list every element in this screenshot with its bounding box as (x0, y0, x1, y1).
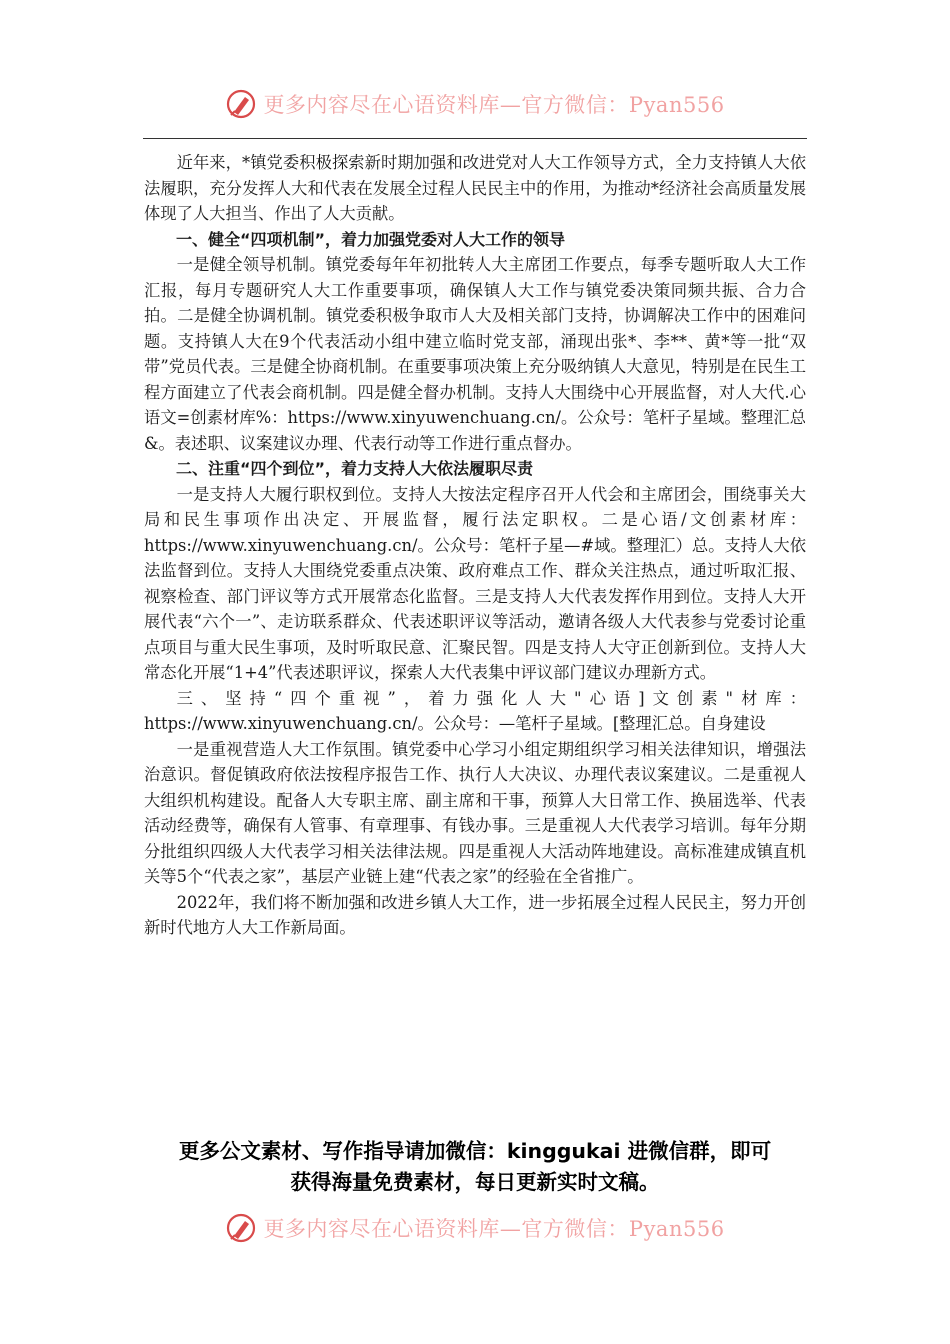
section-heading-2: 二、注重“四个到位”，着力支持人大依法履职尽责 (176, 459, 534, 478)
footer-cta-line-1: 更多公文素材、写作指导请加微信：kinggukai 进微信群，即可 (178, 1139, 772, 1163)
closing-paragraph: 2022年，我们将不断加强和改进乡镇人大工作，进一步拓展全过程人民民主，努力开创新时代地方人大工作新局面。 (144, 892, 806, 937)
section-heading-3: 三、坚持“四个重视”，着力强化人大"心语]文创素"材库：https://www.xinyuwenchuang.cn/。公众号：—笔杆子星域。[整理汇总。自身建设 (144, 688, 806, 733)
header-banner-text: 更多内容尽在心语资料库—官方微信：Pyan556 (263, 93, 725, 117)
section-3-paragraph: 一是重视营造人大工作氛围。镇党委中心学习小组定期组织学习相关法律知识，增强法治意识。督促镇政府依法按程序报告工作、执行人大决议、办理代表议案建议。二是重视人大组织机构建设。配备人大专职主席、副主席和干事，预算人大日常工作、换届选举、代表活动经费等，确保有人管事、有章理事、有钱办事。三是重视人大代表学习培训。每年分期分批组织四级人大代表学习相关法律法规。四是重视人大活动阵地建设。高标准建成镇直机关等5个“代表之家”，基层产业链上建“代表之家”的经验在全省推广。 (144, 739, 806, 886)
section-heading-1: 一、健全“四项机制”，着力加强党委对人大工作的领导 (176, 229, 566, 249)
pen-nib-circle-icon (225, 1212, 257, 1244)
header-banner (0, 84, 950, 124)
footer-cta-line-2: 获得海量免费素材，每日更新实时文稿。 (290, 1170, 660, 1194)
pen-nib-circle-icon (225, 88, 257, 120)
section-2-paragraph: 一是支持人大履行职权到位。支持人大按法定程序召开人代会和主席团会，围绕事关大局和民生事项作出决定、开展监督，履行法定职权。二是心语/文创素材库：https://www.xinyuwenchuang.cn/。公众号：笔杆子星—#域。整理汇）总。支持人大依法监督到位。支持人大围绕党委重点决策、政府难点工作、群众关注热点，通过听取汇报、视察检查、部门评议等方式开展常态化监督。三是支持人大代表发挥作用到位。支持人大开展代表“六个一”、走访联系群众、代表述职评议等活动，邀请各级人大代表参与党委讨论重点项目与重大民生事项，及时听取民意、汇聚民智。四是支持人大守正创新到位。支持人大常态化开展“1+4”代表述职评议，探索人大代表集中评议部门建议办理新方式。 (144, 484, 806, 682)
section-1-paragraph: 一是健全领导机制。镇党委每年年初批转人大主席团工作要点，每季专题听取人大工作汇报，每月专题研究人大工作重要事项，确保镇人大工作与镇党委决策同频共振、合力合拍。二是健全协调机制。镇党委积极争取市人大及相关部门支持，协调解决工作中的困难问题。支持镇人大在9个代表活动小组中建立临时党支部，涌现出张*、李**、黄*等一批“双带”党员代表。三是健全协商机制。在重要事项决策上充分吸纳镇人大意见，特别是在民生工程方面建立了代表会商机制。四是健全督办机制。支持人大围绕中心开展监督，对人大代.心语文=创素材库%：https://www.xinyuwenchuang.cn/。公众号：笔杆子星域。整理汇总&。表述职、议案建议办理、代表行动等工作进行重点督办。 (144, 255, 806, 453)
intro-paragraph: 近年来，*镇党委积极探索新时期加强和改进党对人大工作领导方式，全力支持镇人大依法履职，充分发挥人大和代表在发展全过程人民民主中的作用，为推动*经济社会高质量发展体现了人大担当、作出了人大贡献。 (144, 153, 806, 223)
footer-banner (0, 1208, 950, 1248)
footer-banner-text: 更多内容尽在心语资料库—官方微信：Pyan556 (263, 1217, 725, 1241)
header-divider (143, 138, 807, 139)
footer-call-to-action (130, 1136, 820, 1198)
document-body (144, 150, 806, 941)
